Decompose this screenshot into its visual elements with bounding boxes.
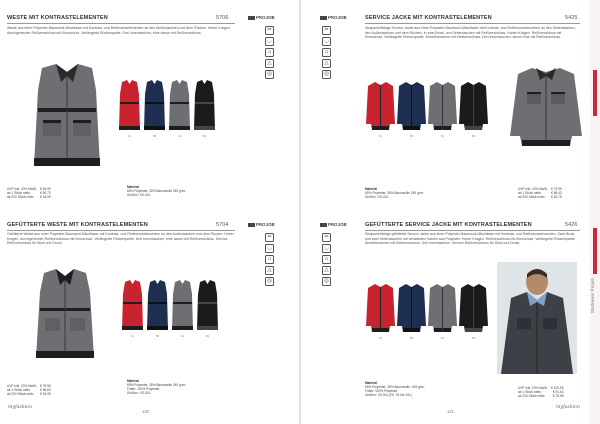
material-line: 65% Polyester, 35% Baumwolle 245 g/m² [127, 188, 186, 193]
footer-logo: myfashion [556, 405, 580, 410]
page-number-right: 121 [447, 409, 454, 414]
color-variant[interactable] [121, 280, 144, 338]
product-number: 5425 [565, 15, 578, 21]
product-title: GEFÜTTERTE SERVICE JACKE MIT KONTRASTELEMENTEN [365, 222, 532, 228]
color-variant[interactable] [193, 80, 216, 138]
jacket-thumb [459, 282, 488, 334]
color-variant[interactable] [397, 282, 426, 340]
model-photo [497, 262, 577, 374]
color-code: 58 [410, 135, 413, 138]
color-variant[interactable] [397, 80, 426, 138]
color-code: 31 [379, 337, 382, 340]
price-value: € 91,63 [552, 389, 564, 394]
color-code: 91 [178, 135, 181, 138]
color-code: 99 [472, 337, 475, 340]
price-table [7, 385, 54, 397]
jacket-thumb [397, 80, 426, 132]
color-variant[interactable] [428, 80, 457, 138]
product-description: Weste aus einer Polyester-Baumwoll-Mischfaser mit Kontrast- und Reflexionselementen an den Außentaschen und dem Rücken. Hoher Kragen, durchgehender Reißverschluss mit Kinnschutz. Verlängerte Rückenpartie. Drei Innentaschen, eine davon mit Reißverschluss. [7, 26, 231, 35]
product-description: Strapazierfähige gefütterte Service Jacke aus einer Polyester-Baumwoll-Mischfaser mit Kontrast- und Reflexionselementen. Zwei Brust- und zwei Seitentaschen mit verstärkten Kanten aus Polyester. Hoher Kragen. Reißverschluss mit Kinnschutz, Verlängerte Rückenpartie. Ärmelbündchen mit Klettverschluss. Drei Innentaschen. Service-Reißverschluss für Stick und Druck. [365, 232, 576, 246]
jacket-thumb [366, 80, 395, 132]
page-number-left: 120 [142, 409, 149, 414]
price-value: € 79,95 [40, 384, 51, 388]
product-title: GEFÜTTERTE WESTE MIT KONTRASTELEMENTEN [7, 222, 148, 228]
material-line: Größen: XS-4XL [127, 390, 151, 395]
color-variant[interactable] [459, 282, 488, 340]
dryer-icon: ◎ [265, 277, 274, 286]
washing-icon: ◡ [265, 244, 274, 253]
dryer-icon: ◎ [322, 277, 331, 286]
color-variant[interactable] [143, 80, 166, 138]
brand-logo: PROJOB [320, 222, 347, 227]
title-rule [365, 23, 580, 24]
product-number: 5706 [216, 15, 229, 21]
color-code: 58 [156, 335, 159, 338]
color-code: 91 [441, 337, 444, 340]
color-variants [118, 80, 216, 138]
product-description: Strapazierfähige Service-Jacke aus einer Polyester-Baumwoll-Mischfaser mit Kontrast- und Reflexionselementen an den Seitentaschen, den Außentaschen und dem Rücken. In zwei Brust- und Seitentaschen mit Reißverschluss. Hohen Kragen. Reißverschluss mit Kinnschutz. Verlängerte Rückenpartie. Ärmelbündchen mit Klettverschluss. Drei Innentaschen, davon eine mit Reißverschluss. [365, 26, 576, 40]
vest-thumb [168, 80, 191, 132]
iron-icon: ⌂ [322, 255, 331, 264]
price-value: € 44,95 [40, 194, 51, 199]
color-variants [366, 80, 488, 138]
price-value: € 54,75 [551, 194, 562, 199]
color-variant[interactable] [196, 280, 219, 338]
price-label: UVP inkl. 20% MwSt. [7, 187, 38, 191]
color-variants [121, 280, 219, 338]
washing-icon: ◡ [265, 37, 274, 46]
price-value: € 79,99 [551, 187, 562, 191]
price-label: ab 1 Stück netto [518, 190, 542, 195]
price-label: ab 1 Stück netto [7, 387, 31, 392]
material-line: Futter: 100% Polyester [127, 386, 160, 391]
price-value: € 50,73 [40, 190, 51, 195]
material-heading: Material [127, 185, 140, 189]
vest-thumb [146, 280, 169, 332]
vest-thumb [143, 80, 166, 132]
color-code: 31 [128, 135, 131, 138]
title-rule [7, 23, 235, 24]
color-code: 58 [153, 135, 156, 138]
product-number: 5704 [216, 222, 229, 228]
iron-icon: ⌂ [265, 48, 274, 57]
scissors-icon: ✂ [265, 26, 274, 35]
washing-icon: ◡ [322, 37, 331, 46]
price-label: ab 1 Stück netto [7, 190, 31, 195]
color-code: 99 [203, 135, 206, 138]
price-table [518, 387, 566, 399]
price-label: UVP inkl. 20% MwSt. [7, 384, 38, 388]
color-code: 99 [472, 135, 475, 138]
side-tab [590, 0, 600, 424]
material-heading: Material [365, 187, 378, 191]
price-value: € 75,95 [552, 393, 564, 398]
material-line: 65% Polyester, 35% Baumwolle 245 g/m² [365, 190, 424, 195]
material-block [127, 380, 185, 396]
material-line: 65% Polyester, 35% Baumwolle, 245 g/m² [365, 384, 425, 389]
material-line: 65% Polyester, 35% Baumwolle 245 g/m² [127, 382, 186, 387]
price-label: ab 1 Stück netto [518, 389, 542, 394]
material-block [365, 188, 423, 200]
bleach-icon: △ [265, 59, 274, 68]
jacket-thumb [428, 80, 457, 132]
product-title: WESTE MIT KONTRASTELEMENTEN [7, 15, 108, 21]
footer-logo: myfashion [8, 405, 32, 410]
vest-thumb [121, 280, 144, 332]
material-heading: Material [127, 379, 140, 383]
color-variant[interactable] [118, 80, 141, 138]
price-table [7, 188, 54, 200]
vest-thumb [196, 280, 219, 332]
bleach-icon: △ [265, 266, 274, 275]
color-variant[interactable] [168, 80, 191, 138]
material-block [365, 382, 424, 398]
vest-thumb [193, 80, 216, 132]
title-rule [365, 230, 580, 231]
jacket-thumb [366, 282, 395, 334]
title-rule [7, 230, 235, 231]
price-label: ab 200 Stück netto [518, 393, 545, 398]
product-image-jacket [510, 66, 582, 148]
side-tab-marker [593, 70, 597, 116]
vest-thumb [118, 80, 141, 132]
product-image-vest [26, 62, 108, 172]
price-value: € 66,43 [551, 190, 562, 195]
price-label: UVP inkl. 20% MwSt. [518, 386, 549, 390]
color-variant[interactable] [171, 280, 194, 338]
iron-icon: ⌂ [265, 255, 274, 264]
material-heading: Material [365, 381, 378, 385]
scissors-icon: ✂ [265, 233, 274, 242]
vest-thumb [171, 280, 194, 332]
product-image-lined-vest [30, 268, 100, 363]
product-title: SERVICE JACKE MIT KONTRASTELEMENTEN [365, 15, 492, 21]
price-value: € 64,99 [40, 187, 51, 191]
iron-icon: ⌂ [322, 48, 331, 57]
price-value: € 54,95 [40, 391, 51, 396]
brand-logo: PROJOB [248, 15, 275, 20]
price-label: ab 200 Stück netto [7, 194, 34, 199]
side-tab-label: Workwear Projob [590, 277, 595, 313]
product-description: Gefütterte Weste aus einer Polyester-Baumwoll-Mischfaser mit Kontrast- und Reflexionselementen an den Außentaschen und dem Rücken. Hoher Kragen, durchgehender Reißverschluss mit Kinnschutz. Verlängerte Rückenpartie. Drei Innentaschen, eine davon mit Reißverschluss. Service-Reißverschluss für Stick und Druck. [7, 232, 234, 246]
color-code: 91 [181, 335, 184, 338]
dryer-icon: ◎ [322, 70, 331, 79]
material-line: Größen: XS-3XL (Fb. 91 bis 4XL) [365, 392, 413, 397]
scissors-icon: ✂ [322, 26, 331, 35]
price-label: ab 200 Stück netto [518, 194, 545, 199]
color-variant[interactable] [459, 80, 488, 138]
brand-logo: PROJOB [248, 222, 275, 227]
price-table [518, 188, 565, 200]
color-code: 31 [379, 135, 382, 138]
color-variant[interactable] [146, 280, 169, 338]
price-value: € 66,63 [40, 387, 51, 392]
jacket-thumb [397, 282, 426, 334]
material-line: Größen: XS-4XL [127, 192, 151, 197]
jacket-thumb [459, 80, 488, 132]
jacket-thumb [428, 282, 457, 334]
price-label: UVP inkl. 20% MwSt. [518, 187, 549, 191]
price-value: € 109,95 [551, 386, 564, 390]
color-variants [366, 282, 488, 340]
bleach-icon: △ [322, 266, 331, 275]
color-variant[interactable] [366, 282, 395, 340]
dryer-icon: ◎ [265, 70, 274, 79]
scissors-icon: ✂ [322, 233, 331, 242]
color-variant[interactable] [366, 80, 395, 138]
brand-logo: PROJOB [320, 15, 347, 20]
price-label: ab 200 Stück netto [7, 391, 34, 396]
color-code: 91 [441, 135, 444, 138]
color-code: 31 [131, 335, 134, 338]
bleach-icon: △ [322, 59, 331, 68]
product-number: 5426 [565, 222, 578, 228]
washing-icon: ◡ [322, 244, 331, 253]
color-code: 58 [410, 337, 413, 340]
color-code: 99 [206, 335, 209, 338]
color-variant[interactable] [428, 282, 457, 340]
material-block [127, 186, 185, 198]
material-line: Größen: XS-4XL [365, 194, 389, 199]
material-line: Futter: 100% Polyester [365, 388, 398, 393]
